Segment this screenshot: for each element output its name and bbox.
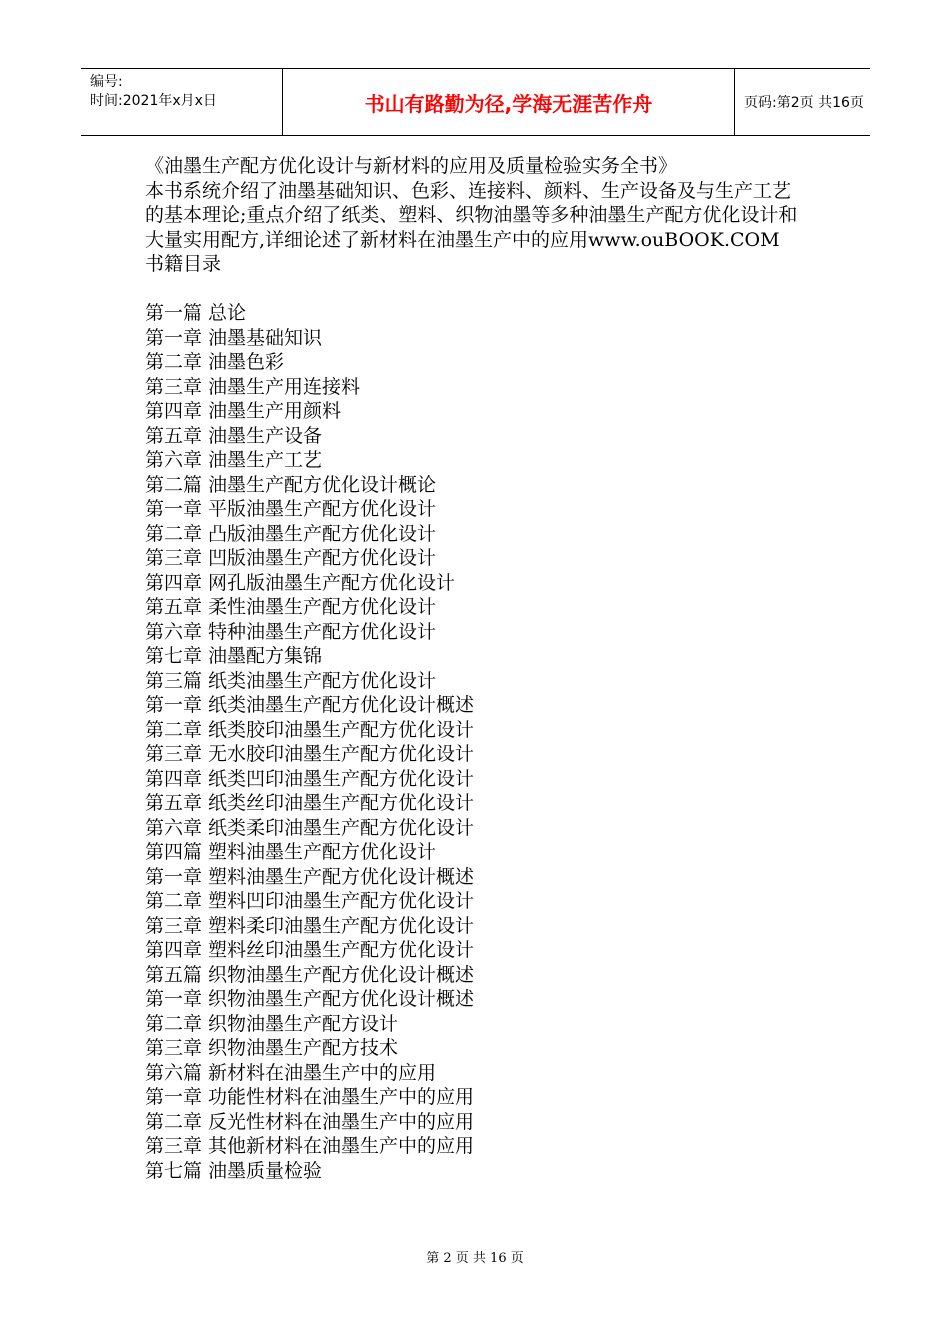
toc-entry: 第一篇 总论 bbox=[145, 302, 247, 324]
page-footer: 第 2 页 共 16 页 bbox=[426, 1251, 524, 1266]
header-page-cell bbox=[735, 69, 870, 135]
document-body bbox=[145, 154, 805, 1183]
toc-entry: 第五章 柔性油墨生产配方优化设计 bbox=[145, 596, 437, 618]
toc-entry: 第一章 平版油墨生产配方优化设计 bbox=[145, 498, 437, 520]
toc-entry: 第一章 塑料油墨生产配方优化设计概述 bbox=[145, 865, 475, 888]
toc-entry: 第六章 油墨生产工艺 bbox=[145, 449, 323, 471]
toc-entry: 第四篇 塑料油墨生产配方优化设计 bbox=[145, 841, 437, 863]
toc-entry: 第三篇 纸类油墨生产配方优化设计 bbox=[145, 669, 437, 692]
book-intro: 本书系统介绍了油墨基础知识、色彩、连接料、颜料、生产设备及与生产工艺的基本理论;重点介绍了纸类、塑料、织物油墨等多种油墨生产配方优化设计和大量实用配方,详细论述了新材料在油墨生产中的应用www.ouBOOK.COM bbox=[145, 179, 798, 251]
toc-entry: 第一章 油墨基础知识 bbox=[145, 326, 323, 349]
toc-entry: 第二章 凸版油墨生产配方优化设计 bbox=[145, 522, 437, 545]
toc-entry: 第七篇 油墨质量检验 bbox=[145, 1159, 323, 1182]
toc-entry: 第三章 其他新材料在油墨生产中的应用 bbox=[145, 1135, 475, 1157]
header-page-number: 页码:第2页 共16页 bbox=[744, 95, 864, 111]
toc-entry: 第三章 凹版油墨生产配方优化设计 bbox=[145, 547, 437, 569]
toc-entry: 第二篇 油墨生产配方优化设计概论 bbox=[145, 473, 437, 496]
document-time-label: 时间:2021年x月x日 bbox=[90, 93, 217, 109]
toc-entry: 第四章 油墨生产用颜料 bbox=[145, 400, 342, 422]
toc-entry: 第一章 纸类油墨生产配方优化设计概述 bbox=[145, 694, 475, 716]
toc-entry: 第三章 织物油墨生产配方技术 bbox=[145, 1037, 399, 1059]
header-meta bbox=[81, 69, 283, 135]
toc-entry: 第七章 油墨配方集锦 bbox=[145, 645, 323, 667]
header-motto: 书山有路勤为径,学海无涯苦作舟 bbox=[364, 91, 653, 116]
document-number-label: 编号: bbox=[90, 74, 123, 90]
toc-entry: 第二章 反光性材料在油墨生产中的应用 bbox=[145, 1110, 475, 1133]
toc-entry: 第六章 纸类柔印油墨生产配方优化设计 bbox=[145, 816, 475, 839]
toc-entry: 第三章 塑料柔印油墨生产配方优化设计 bbox=[145, 914, 475, 937]
toc-entry: 第五章 油墨生产设备 bbox=[145, 424, 323, 447]
toc-entry: 第三章 无水胶印油墨生产配方优化设计 bbox=[145, 743, 475, 765]
toc-entry: 第三章 油墨生产用连接料 bbox=[145, 375, 361, 398]
toc-entry: 第二章 塑料凹印油墨生产配方优化设计 bbox=[145, 890, 475, 912]
toc-entry: 第四章 塑料丝印油墨生产配方优化设计 bbox=[145, 939, 475, 961]
toc-entry: 第二章 油墨色彩 bbox=[145, 351, 285, 373]
toc-heading: 书籍目录 bbox=[145, 253, 222, 275]
toc-entry: 第五章 纸类丝印油墨生产配方优化设计 bbox=[145, 792, 475, 814]
table-of-contents bbox=[145, 301, 805, 1183]
toc-entry: 第二章 织物油墨生产配方设计 bbox=[145, 1012, 399, 1035]
toc-entry: 第一章 织物油墨生产配方优化设计概述 bbox=[145, 988, 475, 1010]
toc-entry: 第四章 网孔版油墨生产配方优化设计 bbox=[145, 571, 456, 594]
toc-entry: 第六篇 新材料在油墨生产中的应用 bbox=[145, 1061, 437, 1084]
toc-entry: 第一章 功能性材料在油墨生产中的应用 bbox=[145, 1086, 475, 1108]
header-motto-cell bbox=[283, 69, 735, 135]
toc-entry: 第五篇 织物油墨生产配方优化设计概述 bbox=[145, 963, 475, 986]
toc-entry: 第二章 纸类胶印油墨生产配方优化设计 bbox=[145, 718, 475, 741]
toc-entry: 第六章 特种油墨生产配方优化设计 bbox=[145, 620, 437, 643]
page-header bbox=[81, 68, 870, 136]
toc-entry: 第四章 纸类凹印油墨生产配方优化设计 bbox=[145, 767, 475, 790]
book-title: 《油墨生产配方优化设计与新材料的应用及质量检验实务全书》 bbox=[145, 155, 678, 177]
